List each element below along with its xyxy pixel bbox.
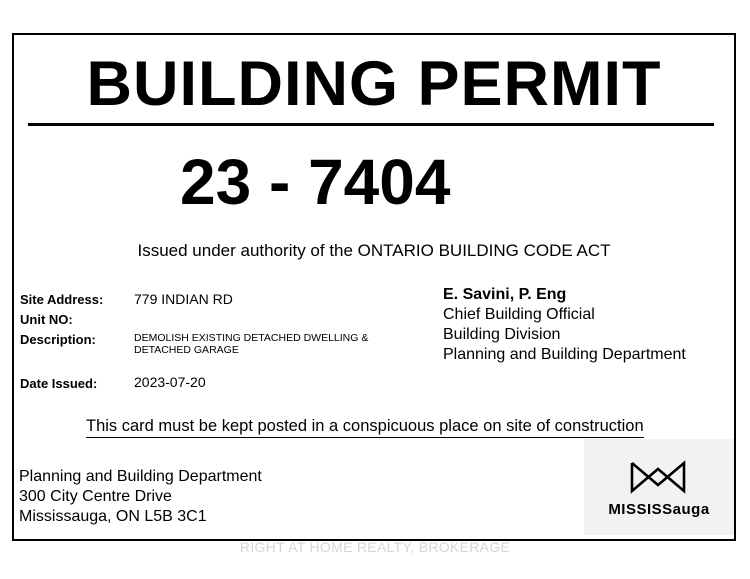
address-line-1: Planning and Building Department xyxy=(19,468,262,485)
description-value xyxy=(134,332,404,356)
address-line-2: 300 City Centre Drive xyxy=(19,488,172,505)
site-address-label: Site Address: xyxy=(20,292,104,307)
issuing-official xyxy=(443,285,686,365)
official-title: Chief Building Official xyxy=(443,306,595,323)
unit-label: Unit NO: xyxy=(20,312,73,327)
official-department: Planning and Building Department xyxy=(443,346,686,363)
official-division: Building Division xyxy=(443,326,561,343)
watermark: RIGHT AT HOME REALTY, BROKERAGE xyxy=(239,539,511,555)
city-logo xyxy=(584,439,734,535)
date-issued-value: 2023-07-20 xyxy=(134,374,206,390)
official-name: E. Savini, P. Eng xyxy=(443,286,567,303)
description-line-2: DETACHED GARAGE xyxy=(134,344,239,356)
authority-statement: Issued under authority of the ONTARIO BUILDING CODE ACT xyxy=(137,241,611,260)
description-label: Description: xyxy=(20,332,96,347)
title-divider xyxy=(28,123,714,126)
posting-notice: This card must be kept posted in a conspicuous place on site of construction xyxy=(86,416,644,438)
address-line-3: Mississauga, ON L5B 3C1 xyxy=(19,508,207,525)
permit-title: BUILDING PERMIT xyxy=(86,49,662,119)
department-address xyxy=(19,467,262,527)
permit-number: 23 - 7404 xyxy=(180,146,451,218)
site-address-value: 779 INDIAN RD xyxy=(134,291,233,307)
logo-wordmark: MISSISSauga xyxy=(608,501,710,518)
mississauga-logo-icon xyxy=(628,459,688,495)
permit-card xyxy=(12,33,736,541)
date-issued-label: Date Issued: xyxy=(20,376,98,391)
description-line-1: DEMOLISH EXISTING DETACHED DWELLING & xyxy=(134,332,369,344)
